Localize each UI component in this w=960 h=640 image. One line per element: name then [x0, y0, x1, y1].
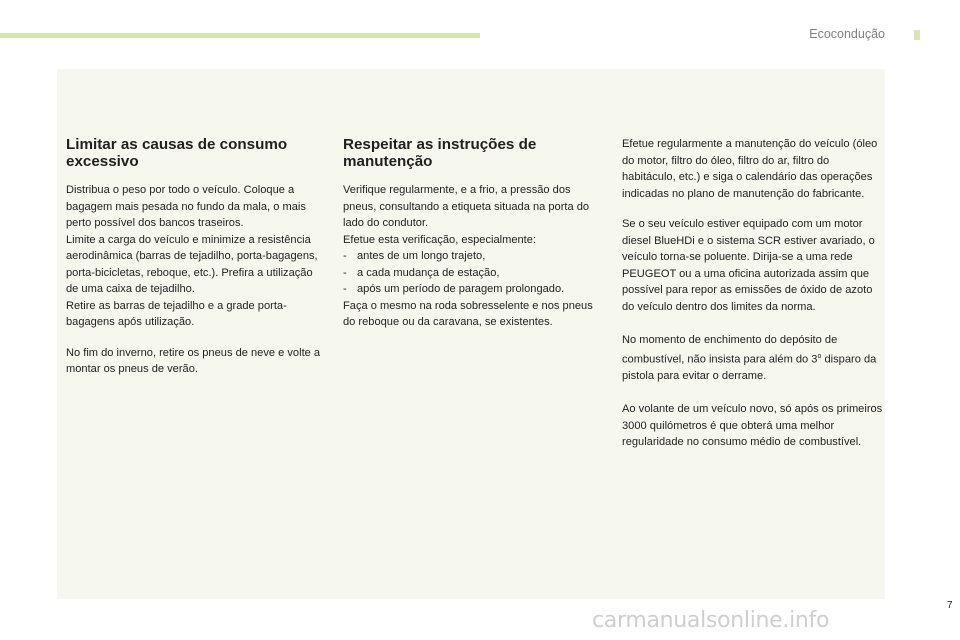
header-accent-bar — [0, 33, 480, 38]
list-item: - antes de um longo trajeto, — [343, 248, 603, 265]
paragraph: Se o seu veículo estiver equipado com um motor diesel BlueHDi e o sistema SCR estiver avariado, o veículo torna-se poluente. Dirija-se a uma rede PEUGEOT ou a uma oficina autorizada assim que possível para repor as emissões de óxido de azoto do veículo dentro dos limites da norma. — [622, 218, 875, 313]
heading-maintenance: Respeitar as instruções de manutenção — [343, 136, 537, 170]
refuel-text: No momento de enchimento do depósito de combustível, não insista para além do 3 — [622, 334, 838, 366]
paragraph: Limite a carga do veículo e minimize a resistência aerodinâmica (barras de tejadilho, porta-bagagens, porta-bicicletas, reboque, etc.). Prefira a utilização de uma caixa de tejadilho. — [66, 233, 318, 295]
column-maintenance-continued — [622, 136, 884, 451]
list-item: - após um período de paragem prolongado. — [343, 281, 603, 298]
paragraph: Ao volante de um veículo novo, só após os primeiros 3000 quilómetros é que obterá uma melhor regularidade no consumo médio de combustível. — [622, 403, 883, 449]
list-item: - a cada mudança de estação, — [343, 265, 603, 282]
paragraph-refuel — [622, 332, 884, 384]
paragraph: Efetue esta verificação, especialmente: — [343, 233, 537, 246]
paragraph: No fim do inverno, retire os pneus de neve e volte a montar os pneus de verão. — [66, 346, 321, 375]
refuel-text-end: disparo da pistola para evitar o derrame. — [622, 353, 877, 382]
ordinal-marker: o — [817, 352, 822, 360]
heading-consumption: Limitar as causas de consumo excessivo — [66, 136, 288, 170]
paragraph: Distribua o peso por todo o veículo. Coloque a bagagem mais pesada no fundo da mala, o mais perto possível dos bancos traseiros. — [66, 184, 306, 229]
paragraph: Retire as barras de tejadilho e a grade porta-bagagens após utilização. — [66, 299, 287, 328]
paragraph: Efetue regularmente a manutenção do veículo (óleo do motor, filtro do óleo, filtro do ar, filtro do habitáculo, etc.) e siga o calendário das operações indicadas no plano de manutenção do fabricante. — [622, 138, 878, 200]
footer-watermark: carmanualsonline.info — [592, 608, 830, 633]
page-number: 7 — [947, 600, 953, 611]
paragraph: Faça o mesmo na roda sobresselente e nos pneus do reboque ou da caravana, se existentes. — [343, 299, 593, 328]
paragraph: Verifique regularmente, e a frio, a pressão dos pneus, consultando a etiqueta situada na porta do lado do condutor. — [343, 184, 590, 229]
header-marker — [914, 30, 920, 40]
column-maintenance — [343, 137, 603, 331]
column-consumption — [66, 137, 326, 378]
section-title: Ecocondução — [809, 27, 885, 41]
